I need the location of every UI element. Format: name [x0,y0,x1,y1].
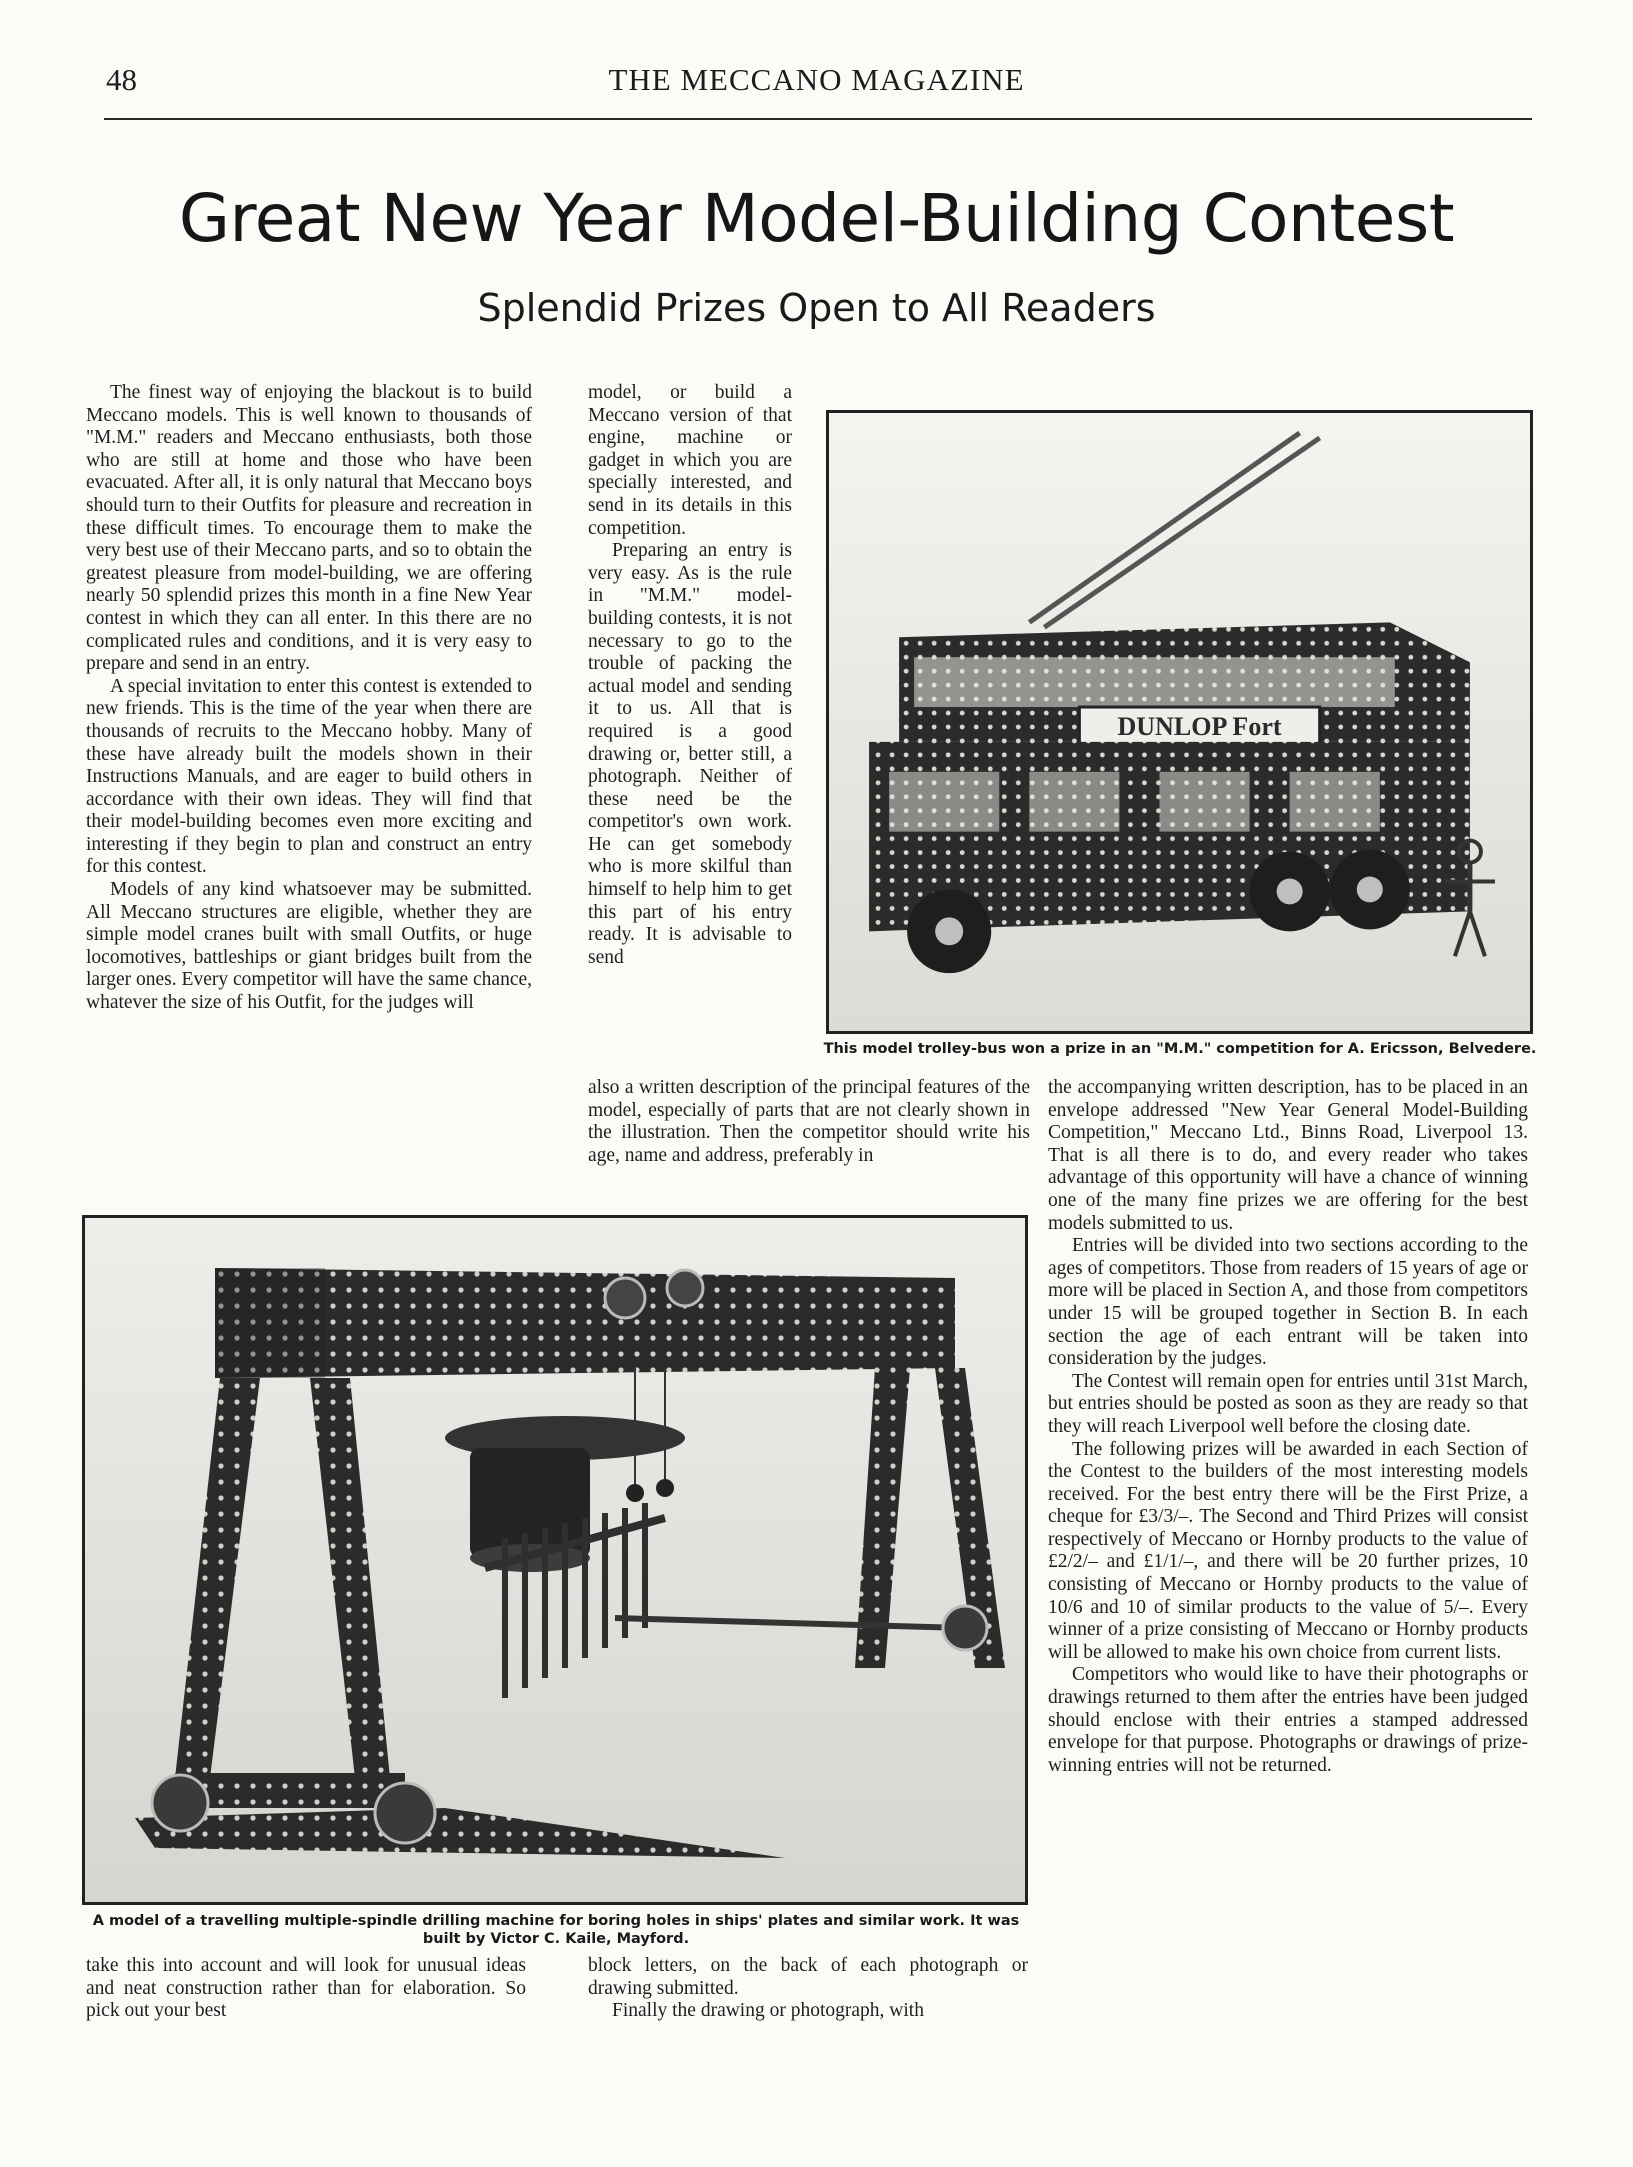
paragraph: The following prizes will be awarded in each Section of the Contest to the builders of the most interesting models received. For the best entry there will be the First Prize, a cheque for £3/3/–. The Second and Third Prizes will consist respectively of Meccano or Hornby products to the value of £2/2/– and £1/1/–, and there will be 20 further prizes, 10 consisting of Meccano or Hornby products to the value of 10/6 and 10 of similar products to the value of 5/–. Every winner of a prize consisting of Meccano or Hornby products will be allowed to make his own choice from current lists. [1048,1438,1528,1663]
paragraph: the accompanying written description, has to be placed in an envelope addressed "New Year General Model-Building Competition," Meccano Ltd., Binns Road, Liverpool 13. That is all there is to do, and every reader who takes advantage of this opportunity will have a chance of winning one of the many fine prizes we are offering for the best models submitted to us. [1048,1077,1528,1234]
paragraph: Competitors who would like to have their photographs or drawings returned to them after the entries have been judged should enclose with their entries a stamped addressed envelope for that purpose. Photographs or drawings of prize-winning entries will not be returned. [1048,1664,1528,1776]
column-1 [86,382,532,1015]
header-rule [104,118,1532,120]
drilling-machine-photo [82,1215,1028,1905]
paragraph: Finally the drawing or photograph, with [612,2000,924,2022]
column-2-top [588,382,792,969]
drilling-machine-caption: A model of a travelling multiple-spindle drilling machine for boring holes in ships' plates and similar work. It was built by Victor C. Kaile, Mayford. [92,1913,1020,1947]
paragraph: Preparing an entry is very easy. As is the rule in "M.M." model-building contests, it is not necessary to go to the trouble of packing the actual model and sending it to us. All that is required is a good drawing or, better still, a photograph. Neither of these need be the competitor's own work. He can get somebody who is more skilful than himself to help him to get this part of his entry ready. It is advisable to send [588,540,792,968]
paragraph: take this into account and will look for unusual ideas and neat construction rather than for elaboration. So pick out your best [86,1955,526,2022]
paragraph: The finest way of enjoying the blackout is to build Meccano models. This is well known to thousands of "M.M." readers and Meccano enthusiasts, both those who are still at home and those who have been evacuated. After all, it is only natural that Meccano boys should turn to their Outfits for pleasure and recreation in these difficult times. To encourage them to make the very best use of their Meccano parts, and so to obtain the greatest pleasure from model-building, we are offering nearly 50 splendid prizes this month in a fine New Year contest in which they can all enter. In this there are no complicated rules and conditions, and it is very easy to prepare and send in an entry. [86,382,532,675]
trolley-bus-photo [826,410,1533,1034]
article-subtitle: Splendid Prizes Open to All Readers [477,286,1156,330]
column-4 [86,1955,526,2023]
bus-sign-text: DUNLOP Fort [1117,712,1282,741]
column-5 [588,1955,1028,2023]
column-3 [1048,1077,1528,1777]
paragraph: also a written description of the principal features of the model, especially of parts that are not clearly shown in the illustration. Then the competitor should write his age, name and address, preferably in [588,1077,1030,1166]
paragraph: block letters, on the back of each photograph or drawing submitted. [588,1955,1028,1999]
paragraph: Models of any kind whatsoever may be submitted. All Meccano structures are eligible, whether they are simple model cranes built with small Outfits, or huge locomotives, battleships or giant bridges built from the larger ones. Every competitor will have the same chance, whatever the size of his Outfit, for the judges will [86,879,532,1014]
page-number: 48 [106,62,137,97]
column-2-continued [588,1077,1030,1167]
paragraph: The Contest will remain open for entries until 31st March, but entries should be posted as soon as they are ready so that they will reach Liverpool well before the closing date. [1048,1370,1528,1437]
article-title: Great New Year Model-Building Contest [178,180,1455,257]
paragraph: model, or build a Meccano version of that engine, machine or gadget in which you are specially interested, and send in its details in this competition. [588,382,792,539]
paragraph: Entries will be divided into two sections according to the ages of competitors. Those from readers of 15 years of age or more will be placed in Section A, and those from competitors under 15 will be grouped together in Section B. In each section the age of each entrant will be taken into consideration by the judges. [1048,1235,1528,1370]
running-head: THE MECCANO MAGAZINE [608,62,1025,97]
paragraph: A special invitation to enter this contest is extended to new friends. This is the time of the year when there are thousands of recruits to the Meccano hobby. Many of these have already built the models shown in their Instructions Manuals, and are eager to build others in accordance with their own ideas. They will find that their model-building becomes even more exciting and interesting if they begin to plan and construct an entry for this contest. [86,675,532,878]
trolley-bus-caption: This model trolley-bus won a prize in an "M.M." competition for A. Ericsson, Belvedere. [823,1041,1537,1057]
